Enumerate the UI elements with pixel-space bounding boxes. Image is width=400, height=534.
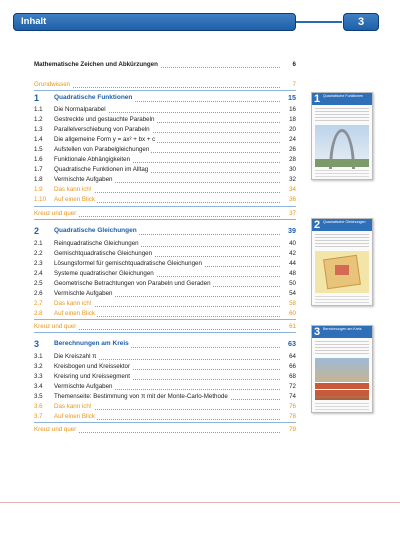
toc-entry-page: 63 <box>284 338 296 350</box>
toc-entry[interactable] <box>34 239 296 249</box>
toc-chapter-entry[interactable] <box>34 225 296 237</box>
toc-entry[interactable] <box>34 299 296 309</box>
toc-entry-text: Kreuz und quer <box>34 323 77 330</box>
toc-entry-page: 37 <box>284 209 296 219</box>
toc-entry[interactable] <box>34 425 296 435</box>
toc-entry-page: 50 <box>284 279 296 289</box>
toc-entry-number: 3.1 <box>34 353 43 360</box>
toc-chapter-entry[interactable] <box>34 92 296 104</box>
toc-entry-page: 26 <box>284 145 296 155</box>
toc-entry-page: 7 <box>284 80 296 90</box>
toc-entry[interactable] <box>34 145 296 155</box>
toc-entry[interactable] <box>34 165 296 175</box>
toc-chapter-number: 3 <box>34 339 40 349</box>
toc-entry-page: 32 <box>284 175 296 185</box>
toc-entry[interactable] <box>34 322 296 332</box>
toc-chapter-entry[interactable] <box>34 338 296 350</box>
section-separator <box>34 422 296 423</box>
page-title: Inhalt <box>21 16 47 27</box>
toc-entry-page: 48 <box>284 269 296 279</box>
toc-entry-page: 66 <box>284 362 296 372</box>
toc-entry-number: 1.1 <box>34 106 43 113</box>
toc-entry-text: Mathematische Zeichen und Abkürzungen <box>34 61 158 68</box>
toc-entry[interactable] <box>34 259 296 269</box>
toc-entry-number: 1.6 <box>34 156 43 163</box>
toc-entry-text: Das kann ich! <box>54 403 92 410</box>
section-separator <box>34 219 296 220</box>
toc-entry-number: 1.5 <box>34 146 43 153</box>
toc-entry-text: Vermischte Aufgaben <box>54 383 113 390</box>
thumbnail-text-lines <box>315 234 369 248</box>
toc-entry-text: Das kann ich! <box>54 186 92 193</box>
toc-entry-number: 1.4 <box>34 136 43 143</box>
toc-entry-number: 1.2 <box>34 116 43 123</box>
toc-entry-text: Kreisring und Kreissegment <box>54 373 131 380</box>
toc-entry-number: 3.3 <box>34 373 43 380</box>
toc-entry[interactable] <box>34 362 296 372</box>
thumbnail-footer-lines <box>315 170 369 178</box>
section-separator <box>34 90 296 91</box>
thumbnail-footer-lines <box>315 296 369 304</box>
toc-entry[interactable] <box>34 412 296 422</box>
toc-entry-page: 20 <box>284 125 296 135</box>
toc-entry-text: Vermischte Aufgaben <box>54 290 113 297</box>
toc-entry-page: 44 <box>284 259 296 269</box>
thumbnail-text-lines <box>315 341 369 355</box>
toc-entry-text: Gemischtquadratische Gleichungen <box>54 250 153 257</box>
toc-entry-number: 3.2 <box>34 363 43 370</box>
toc-entry-number: 2.7 <box>34 300 43 307</box>
toc-entry[interactable] <box>34 80 296 90</box>
header-bar <box>13 13 296 31</box>
thumbnail-text-lines <box>315 108 369 122</box>
toc-entry-number: 1.10 <box>34 196 47 203</box>
section-separator <box>34 332 296 333</box>
thumbnail-chapter-number: 3 <box>314 326 321 338</box>
toc-entry-page: 74 <box>284 392 296 402</box>
toc-entry-text: Das kann ich! <box>54 300 92 307</box>
toc-entry-page: 28 <box>284 155 296 165</box>
header-divider <box>296 21 342 23</box>
toc-entry-text: Auf einen Blick <box>54 196 95 203</box>
section-separator <box>34 319 296 320</box>
toc-entry-page: 18 <box>284 115 296 125</box>
toc-entry-number: 3.6 <box>34 403 43 410</box>
toc-entry-number: 1.7 <box>34 166 43 173</box>
toc-entry-page: 30 <box>284 165 296 175</box>
page-number-badge: 3 <box>343 13 379 31</box>
toc-entry-number: 3.7 <box>34 413 43 420</box>
papyrus-photo <box>315 251 369 293</box>
toc-entry[interactable] <box>34 195 296 205</box>
toc-entry-text: Geometrische Betrachtungen von Parabeln und Geraden <box>54 280 211 287</box>
chapter-1-thumbnail[interactable] <box>311 92 373 180</box>
toc-entry-page: 36 <box>284 195 296 205</box>
toc-entry-number: 3.5 <box>34 393 43 400</box>
toc-entry-text: Lösungsformel für gemischtquadratische Gleichungen <box>54 260 202 267</box>
toc-entry[interactable] <box>34 115 296 125</box>
toc-entry[interactable] <box>34 279 296 289</box>
toc-entry-text: Systeme quadratischer Gleichungen <box>54 270 154 277</box>
toc-entry-page: 6 <box>284 60 296 70</box>
toc-entry[interactable] <box>34 105 296 115</box>
toc-entry-text: Die allgemeine Form y = ax² + bx + c <box>54 136 156 143</box>
toc-entry-page: 58 <box>284 299 296 309</box>
thumbnail-chapter-title: Berechnungen am Kreis <box>323 327 362 331</box>
toc-entry-text: Berechnungen am Kreis <box>54 338 131 350</box>
toc-entry-text: Kreuz und quer <box>34 426 77 433</box>
toc-entry-text: Auf einen Blick <box>54 310 95 317</box>
toc-entry-text: Reinquadratische Gleichungen <box>54 240 139 247</box>
toc-entry-text: Quadratische Gleichungen <box>54 225 139 237</box>
toc-entry-text: Grundwissen <box>34 81 71 88</box>
toc-entry[interactable] <box>34 135 296 145</box>
toc-entry-page: 34 <box>284 185 296 195</box>
toc-entry-text: Aufstellen von Parabelgleichungen <box>54 146 150 153</box>
toc-entry[interactable] <box>34 185 296 195</box>
toc-entry[interactable] <box>34 289 296 299</box>
thumbnail-chapter-number: 1 <box>314 93 321 105</box>
toc-entry-text: Quadratische Funktionen <box>54 92 134 104</box>
toc-entry-page: 60 <box>284 309 296 319</box>
toc-entry[interactable] <box>34 309 296 319</box>
toc-entry-page: 24 <box>284 135 296 145</box>
toc-entry-text: Funktionale Abhängigkeiten <box>54 156 131 163</box>
toc-entry-number: 3.4 <box>34 383 43 390</box>
toc-entry[interactable] <box>34 249 296 259</box>
toc-entry[interactable] <box>34 125 296 135</box>
page-footer-line <box>0 502 400 503</box>
toc-entry[interactable] <box>34 372 296 382</box>
toc-entry-number: 2.3 <box>34 260 43 267</box>
toc-entry-text: Quadratische Funktionen im Alltag <box>54 166 149 173</box>
toc-entry[interactable] <box>34 352 296 362</box>
toc-chapter-number: 2 <box>34 226 40 236</box>
toc-entry-page: 42 <box>284 249 296 259</box>
toc-entry[interactable] <box>34 155 296 165</box>
toc-entry-page: 61 <box>284 322 296 332</box>
toc-entry-page: 79 <box>284 425 296 435</box>
toc-entry-number: 1.8 <box>34 176 43 183</box>
toc-entry-page: 39 <box>284 225 296 237</box>
toc-entry[interactable] <box>34 175 296 185</box>
toc-entry-text: Gestreckte und gestauchte Parabeln <box>54 116 155 123</box>
toc-entry-page: 16 <box>284 105 296 115</box>
toc-entry-text: Die Kreiszahl π <box>54 353 97 360</box>
thumbnail-chapter-title: Quadratische Funktionen <box>323 94 364 98</box>
chapter-2-thumbnail[interactable] <box>311 218 373 306</box>
toc-entry-page: 76 <box>284 402 296 412</box>
toc-entry[interactable] <box>34 392 296 402</box>
toc-entry-page: 54 <box>284 289 296 299</box>
toc-entry-text: Themenseite: Bestimmung von π mit der Monte-Carlo-Methode <box>54 393 228 400</box>
toc-entry-number: 1.9 <box>34 186 43 193</box>
toc-entry[interactable] <box>34 60 296 70</box>
toc-entry-text: Auf einen Blick <box>54 413 95 420</box>
toc-entry-text: Die Normalparabel <box>54 106 106 113</box>
toc-entry[interactable] <box>34 402 296 412</box>
toc-entry-number: 2.8 <box>34 310 43 317</box>
stadium-photo <box>315 358 369 400</box>
toc-entry-page: 68 <box>284 372 296 382</box>
thumbnail-chapter-number: 2 <box>314 219 321 231</box>
toc-entry-number: 2.5 <box>34 280 43 287</box>
toc-entry[interactable] <box>34 209 296 219</box>
toc-entry-text: Parallelverschiebung von Parabeln <box>54 126 150 133</box>
toc-entry-page: 72 <box>284 382 296 392</box>
toc-entry-number: 1.3 <box>34 126 43 133</box>
toc-entry-number: 2.1 <box>34 240 43 247</box>
arch-photo <box>315 125 369 167</box>
toc-entry-text: Kreisbogen und Kreissektor <box>54 363 131 370</box>
toc-entry-text: Kreuz und quer <box>34 210 77 217</box>
toc-entry-number: 2.4 <box>34 270 43 277</box>
toc-entry-page: 40 <box>284 239 296 249</box>
section-separator <box>34 206 296 207</box>
toc-entry-page: 15 <box>284 92 296 104</box>
toc-entry[interactable] <box>34 382 296 392</box>
toc-entry-page: 64 <box>284 352 296 362</box>
toc-entry[interactable] <box>34 269 296 279</box>
toc-entry-number: 2.2 <box>34 250 43 257</box>
toc-entry-text: Vermischte Aufgaben <box>54 176 113 183</box>
chapter-3-thumbnail[interactable] <box>311 325 373 413</box>
toc-entry-number: 2.6 <box>34 290 43 297</box>
toc-chapter-number: 1 <box>34 93 40 103</box>
thumbnail-chapter-title: Quadratische Gleichungen <box>323 220 366 224</box>
thumbnail-footer-lines <box>315 403 369 411</box>
toc-entry-page: 78 <box>284 412 296 422</box>
